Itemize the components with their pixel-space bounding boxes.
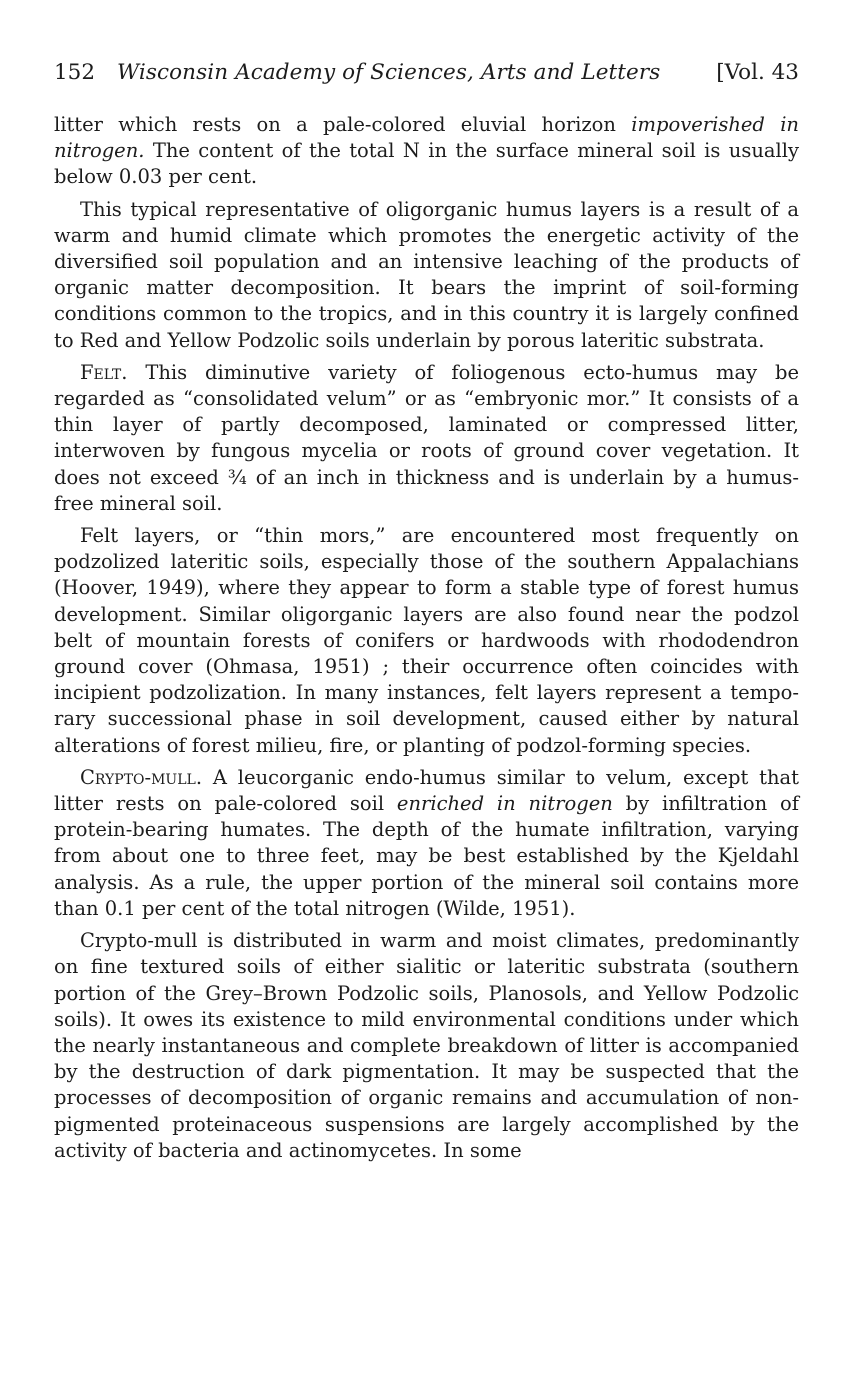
- text-span: A leucorganic endo-humus similar to velum, except that litter rests on pale-colored soil: [54, 765, 799, 816]
- section-term: Crypto-mull.: [80, 765, 203, 789]
- paragraph-felt-definition: [54, 360, 799, 517]
- emphasis-text: enriched in nitrogen: [396, 792, 613, 816]
- volume-label: [Vol. 43: [716, 60, 799, 85]
- emphasis-text: impoverished in nitrogen.: [54, 113, 799, 163]
- paragraph-crypto-mull-distribution: [54, 928, 799, 1164]
- paragraph-oligorganic: [54, 197, 799, 354]
- paragraph-crypto-mull-definition: [54, 765, 799, 922]
- text-span: The content of the total N in the surface mineral soil is usually below 0.03 per cent.: [54, 139, 799, 189]
- text-span: This typical representative of oligorganic humus layers is a result of a warm and humid climate which promotes the energetic activity of the diversified soil population and an intensive leaching of the products of organic matter decomposition. It bears the imprint of soil-forming conditions common to the tropics, and in this country it is largely confined to Red and Yellow Podzolic soils underlain by porous lateritic substrata.: [54, 197, 799, 352]
- running-head: [54, 56, 799, 90]
- body-text: [54, 112, 799, 1164]
- text-span: litter which rests on a pale-colored eluvial horizon: [54, 113, 632, 136]
- section-term: Felt.: [80, 360, 128, 384]
- journal-title: Wisconsin Academy of Sciences, Arts and Letters: [117, 60, 661, 85]
- text-span: Felt layers, or “thin mors,” are encountered most frequently on podzolized lateritic soils, especially those of the southern Appalachians (Hoover, 1949), where they appear to form a stable type of forest humus development. Similar oligorganic layers are also found near the podzol belt of mountain forests of conifers or hardwoods with rhododendron ground cover (Ohmasa, 1951) ; their occurrence often coincides with incipient podzolization. In many instances, felt layers represent a temporary successional phase in soil development, caused either by natural alterations of forest milieu, fire, or planting of podzol-forming species.: [54, 524, 799, 757]
- text-span: Crypto-mull is distributed in warm and moist climates, predominantly on fine textured soils of either sialitic or lateritic substrata (southern portion of the Grey–Brown Podzolic soils, Planosols, and Yellow Podzolic soils). It owes its existence to mild environmental conditions under which the nearly instantaneous and complete breakdown of litter is accompanied by the destruction of dark pigmentation. It may be suspected that the processes of decomposition of organic remains and accumulation of non-pigmented proteinaceous suspensions are largely accomplished by the activity of bacteria and actinomycetes. In some: [54, 929, 799, 1162]
- page-number: 152: [54, 60, 96, 85]
- paragraph-velum-continued: [54, 112, 799, 191]
- text-span: by infiltration of protein-bearing humates. The depth of the humate infiltration, varying from about one to three feet, may be best established by the Kjeldahl analysis. As a rule, the upper portion of the mineral soil contains more than 0.1 per cent of the total nitrogen (Wilde, 1951).: [54, 792, 799, 920]
- book-page: [54, 56, 799, 1170]
- text-span: This diminutive variety of foliogenous ecto-humus may be regarded as “consolidated velum” or as “embryonic mor.” It consists of a thin layer of partly decomposed, laminated or compressed litter, interwoven by fungous mycelia or roots of ground cover vegetation. It does not exceed ¾ of an inch in thickness and is underlain by a humus-free mineral soil.: [54, 360, 799, 515]
- paragraph-felt-distribution: [54, 523, 799, 759]
